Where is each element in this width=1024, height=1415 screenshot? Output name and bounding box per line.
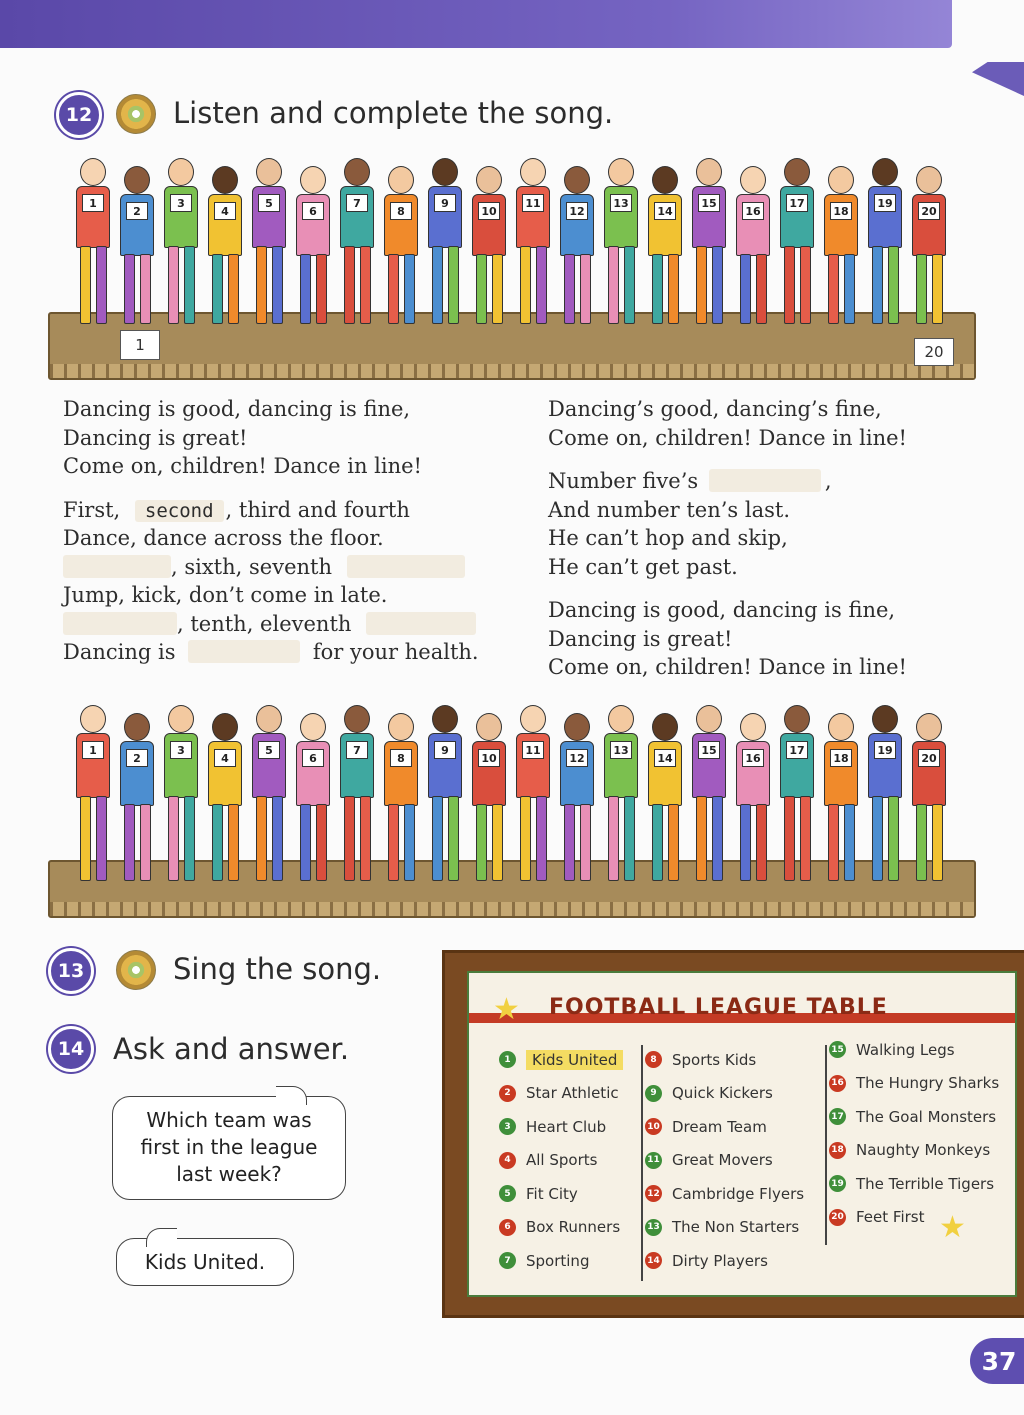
dancer-number: 9 (434, 194, 456, 212)
football-league-board (442, 950, 1024, 1318)
dancer-number: 1 (82, 194, 104, 212)
dancer-number: 20 (918, 202, 940, 220)
dancer-number: 16 (742, 749, 764, 767)
league-team-name: Feet First (856, 1208, 925, 1227)
dancer-figure (598, 158, 642, 328)
league-team-name: Sports Kids (672, 1050, 757, 1069)
song-lyrics-right (548, 395, 907, 682)
league-team-name: Quick Kickers (672, 1084, 773, 1103)
dancer-number: 14 (654, 749, 676, 767)
dancer-figure (202, 705, 246, 885)
league-position-badge: 16 (829, 1075, 846, 1092)
dancer-number: 1 (82, 741, 104, 759)
league-position-badge: 8 (645, 1051, 662, 1068)
lyric-line: Dancing is great! (548, 626, 733, 651)
dancer-figure (642, 705, 686, 885)
dancer-figure (730, 705, 774, 885)
lyric-line: Dancing is good, dancing is fine, (548, 598, 896, 622)
dancer-number: 10 (478, 749, 500, 767)
lyric-line: Dancing is good, dancing is fine, (63, 397, 411, 421)
exercise-number-12: 12 (56, 92, 102, 138)
league-column (829, 1033, 999, 1234)
dancer-number: 5 (258, 741, 280, 759)
dancer-figure (862, 158, 906, 328)
dancer-figure (378, 705, 422, 885)
dancer-number: 11 (522, 741, 544, 759)
lyric-line: Come on, children! Dance in line! (548, 425, 907, 450)
league-board-paper (467, 971, 1017, 1297)
league-table-title: FOOTBALL LEAGUE TABLE (549, 995, 888, 1020)
dancer-figure (70, 158, 114, 328)
league-position-badge: 5 (499, 1185, 516, 1202)
dancer-number: 17 (786, 194, 808, 212)
dancer-figure (334, 158, 378, 328)
dancer-number: 13 (610, 194, 632, 212)
dancer-figure (774, 705, 818, 885)
dancer-number: 12 (566, 202, 588, 220)
lyric-line: Dance, dance across the floor. (63, 526, 384, 550)
dancer-figure (862, 705, 906, 885)
lyric-line (63, 496, 479, 525)
league-team-row (645, 1177, 804, 1211)
dancer-figure (510, 158, 554, 328)
league-team-row (499, 1077, 623, 1111)
league-position-badge: 2 (499, 1085, 516, 1102)
dancer-number: 19 (874, 194, 896, 212)
dancer-number: 11 (522, 194, 544, 212)
lyric-line (63, 610, 479, 639)
lyric-text: , tenth, eleventh (177, 611, 352, 636)
league-team-name: Fit City (526, 1184, 578, 1203)
header-banner (0, 0, 952, 48)
league-team-row (829, 1067, 999, 1101)
dancer-figure (202, 158, 246, 328)
dancer-figure (554, 705, 598, 885)
dancer-number: 19 (874, 741, 896, 759)
lyric-line: Dancing’s good, dancing’s fine, (548, 397, 882, 421)
league-team-row (829, 1033, 999, 1067)
dancer-number: 8 (390, 749, 412, 767)
league-position-badge: 18 (829, 1142, 846, 1159)
dancer-figure (114, 158, 158, 328)
exercise-number-14: 14 (48, 1026, 94, 1072)
lyric-line: He can’t get past. (548, 554, 738, 579)
dancer-number: 3 (170, 741, 192, 759)
lyric-line: He can’t hop and skip, (548, 526, 788, 550)
league-position-badge: 10 (645, 1118, 662, 1135)
dancer-number: 7 (346, 741, 368, 759)
league-team-name: Cambridge Flyers (672, 1184, 805, 1203)
dancer-figure (378, 158, 422, 328)
speech-bubble-tail (276, 1086, 307, 1105)
answer-blank[interactable] (709, 469, 821, 492)
dancer-number: 5 (258, 194, 280, 212)
dancer-figure (554, 158, 598, 328)
dancer-number: 10 (478, 202, 500, 220)
league-team-row (499, 1211, 623, 1245)
league-column (645, 1043, 804, 1278)
floor-number-card: 1 (120, 330, 160, 360)
lyric-text: for your health. (312, 640, 479, 664)
dancer-figure (906, 158, 950, 328)
answer-text: Kids United. (144, 1250, 266, 1274)
league-team-row (829, 1134, 999, 1168)
dancer-number: 20 (918, 749, 940, 767)
league-column (499, 1043, 623, 1278)
league-position-badge: 14 (645, 1252, 662, 1269)
exercise-12-title: Listen and complete the song. (173, 96, 614, 130)
league-team-name: Kids United (526, 1050, 623, 1070)
league-team-row (645, 1144, 804, 1178)
dancer-number: 14 (654, 202, 676, 220)
dancer-figure (422, 158, 466, 328)
dancer-number: 9 (434, 741, 456, 759)
league-team-name: The Non Starters (672, 1218, 800, 1237)
league-position-badge: 11 (645, 1152, 662, 1169)
dancer-figure (290, 705, 334, 885)
audio-cd-icon[interactable] (116, 94, 156, 134)
dancer-figure (158, 705, 202, 885)
dancer-figure (818, 705, 862, 885)
dancer-figure (422, 705, 466, 885)
league-position-badge: 1 (499, 1051, 516, 1068)
exercise-number-13: 13 (48, 948, 94, 994)
dancer-figure (686, 158, 730, 328)
lyric-text: Dancing is (63, 640, 176, 664)
dancer-number: 17 (786, 741, 808, 759)
exercise-14-title: Ask and answer. (113, 1032, 350, 1066)
league-position-badge: 7 (499, 1252, 516, 1269)
league-team-row (645, 1211, 804, 1245)
answer-blank[interactable] (63, 612, 177, 635)
league-team-name: Heart Club (526, 1117, 607, 1136)
dancer-number: 18 (830, 749, 852, 767)
page-number: 37 (970, 1338, 1024, 1384)
answer-speech-bubble (116, 1238, 294, 1286)
dancer-number: 6 (302, 202, 324, 220)
league-team-row (829, 1167, 999, 1201)
league-position-badge: 4 (499, 1152, 516, 1169)
lyric-line: Come on, children! Dance in line! (548, 655, 907, 679)
star-icon: ★ (493, 992, 520, 1027)
dancer-number: 6 (302, 749, 324, 767)
lyric-text: , third and fourth (225, 497, 410, 522)
league-team-name: Naughty Monkeys (856, 1141, 991, 1160)
answer-blank[interactable] (347, 555, 465, 578)
league-position-badge: 17 (829, 1108, 846, 1125)
answer-blank[interactable] (188, 640, 300, 663)
dancer-number: 16 (742, 202, 764, 220)
lyric-line (63, 553, 479, 582)
dancer-number: 2 (126, 202, 148, 220)
dancer-figure (70, 705, 114, 885)
dancer-figure (774, 158, 818, 328)
league-team-name: Walking Legs (856, 1040, 955, 1059)
dancer-figure (906, 705, 950, 885)
dancer-figure (246, 705, 290, 885)
dancer-number: 15 (698, 741, 720, 759)
lyric-line (548, 467, 907, 496)
dancer-figure (686, 705, 730, 885)
dancer-figure (818, 158, 862, 328)
audio-cd-icon[interactable] (116, 950, 156, 990)
dancer-number: 12 (566, 749, 588, 767)
league-team-name: All Sports (526, 1151, 598, 1170)
dancer-figure (598, 705, 642, 885)
league-team-row (829, 1201, 999, 1235)
dancer-number: 15 (698, 194, 720, 212)
league-team-row (499, 1144, 623, 1178)
corner-tab (972, 62, 1024, 96)
lyric-text: , sixth, seventh (171, 554, 332, 579)
song-lyrics-left (63, 395, 479, 667)
lyric-text: Number five’s (548, 469, 699, 493)
league-team-row (645, 1043, 804, 1077)
league-position-badge: 6 (499, 1219, 516, 1236)
dancer-number: 2 (126, 749, 148, 767)
column-divider (825, 1045, 827, 1245)
lyric-text: , (824, 469, 832, 493)
league-team-name: Dream Team (672, 1117, 767, 1136)
league-team-row (645, 1110, 804, 1144)
league-team-row (645, 1244, 804, 1278)
dancer-number: 4 (214, 749, 236, 767)
lyric-line (63, 638, 479, 667)
floor-number-card: 20 (914, 338, 954, 366)
lyric-line: Jump, kick, don’t come in late. (63, 583, 388, 607)
star-icon: ★ (939, 1210, 966, 1245)
dancer-figure (158, 158, 202, 328)
dancer-number: 4 (214, 202, 236, 220)
exercise-13-title: Sing the song. (173, 952, 382, 986)
lyric-line: Dancing is great! (63, 425, 248, 450)
league-position-badge: 3 (499, 1118, 516, 1135)
dancer-figure (642, 158, 686, 328)
speech-bubble-tail (146, 1228, 177, 1247)
league-team-name: The Hungry Sharks (856, 1074, 1000, 1093)
league-team-row (499, 1244, 623, 1278)
dancer-figure (466, 705, 510, 885)
league-position-badge: 9 (645, 1085, 662, 1102)
league-position-badge: 19 (829, 1175, 846, 1192)
league-team-row (499, 1043, 623, 1077)
dancer-number: 3 (170, 194, 192, 212)
league-team-name: Box Runners (526, 1218, 621, 1237)
dancer-number: 7 (346, 194, 368, 212)
answer-blank[interactable] (366, 612, 476, 635)
dancer-number: 13 (610, 741, 632, 759)
league-team-name: Great Movers (672, 1151, 773, 1170)
league-team-name: The Goal Monsters (856, 1107, 997, 1126)
dancer-figure (466, 158, 510, 328)
dancer-figure (246, 158, 290, 328)
dancer-figure (730, 158, 774, 328)
lyric-text: First, (63, 497, 121, 522)
lyric-line: And number ten’s last. (548, 497, 791, 522)
league-team-name: Sporting (526, 1251, 590, 1270)
league-position-badge: 15 (829, 1041, 846, 1058)
dancer-number: 18 (830, 202, 852, 220)
league-position-badge: 12 (645, 1185, 662, 1202)
question-text: Which team was first in the league last week? (140, 1108, 318, 1186)
lyric-line: Come on, children! Dance in line! (63, 454, 422, 478)
filled-answer-blank: second (135, 500, 224, 522)
league-position-badge: 20 (829, 1209, 846, 1226)
dancer-number: 8 (390, 202, 412, 220)
league-team-row (499, 1177, 623, 1211)
dancer-figure (290, 158, 334, 328)
league-team-row (829, 1100, 999, 1134)
league-position-badge: 13 (645, 1219, 662, 1236)
dancer-figure (510, 705, 554, 885)
answer-blank[interactable] (63, 555, 171, 578)
league-team-row (645, 1077, 804, 1111)
league-team-name: Dirty Players (672, 1251, 768, 1270)
dancer-figure (114, 705, 158, 885)
question-speech-bubble (112, 1096, 346, 1200)
league-team-row (499, 1110, 623, 1144)
league-team-name: The Terrible Tigers (856, 1174, 995, 1193)
dancer-figure (334, 705, 378, 885)
league-team-name: Star Athletic (526, 1084, 619, 1103)
column-divider (641, 1045, 643, 1281)
